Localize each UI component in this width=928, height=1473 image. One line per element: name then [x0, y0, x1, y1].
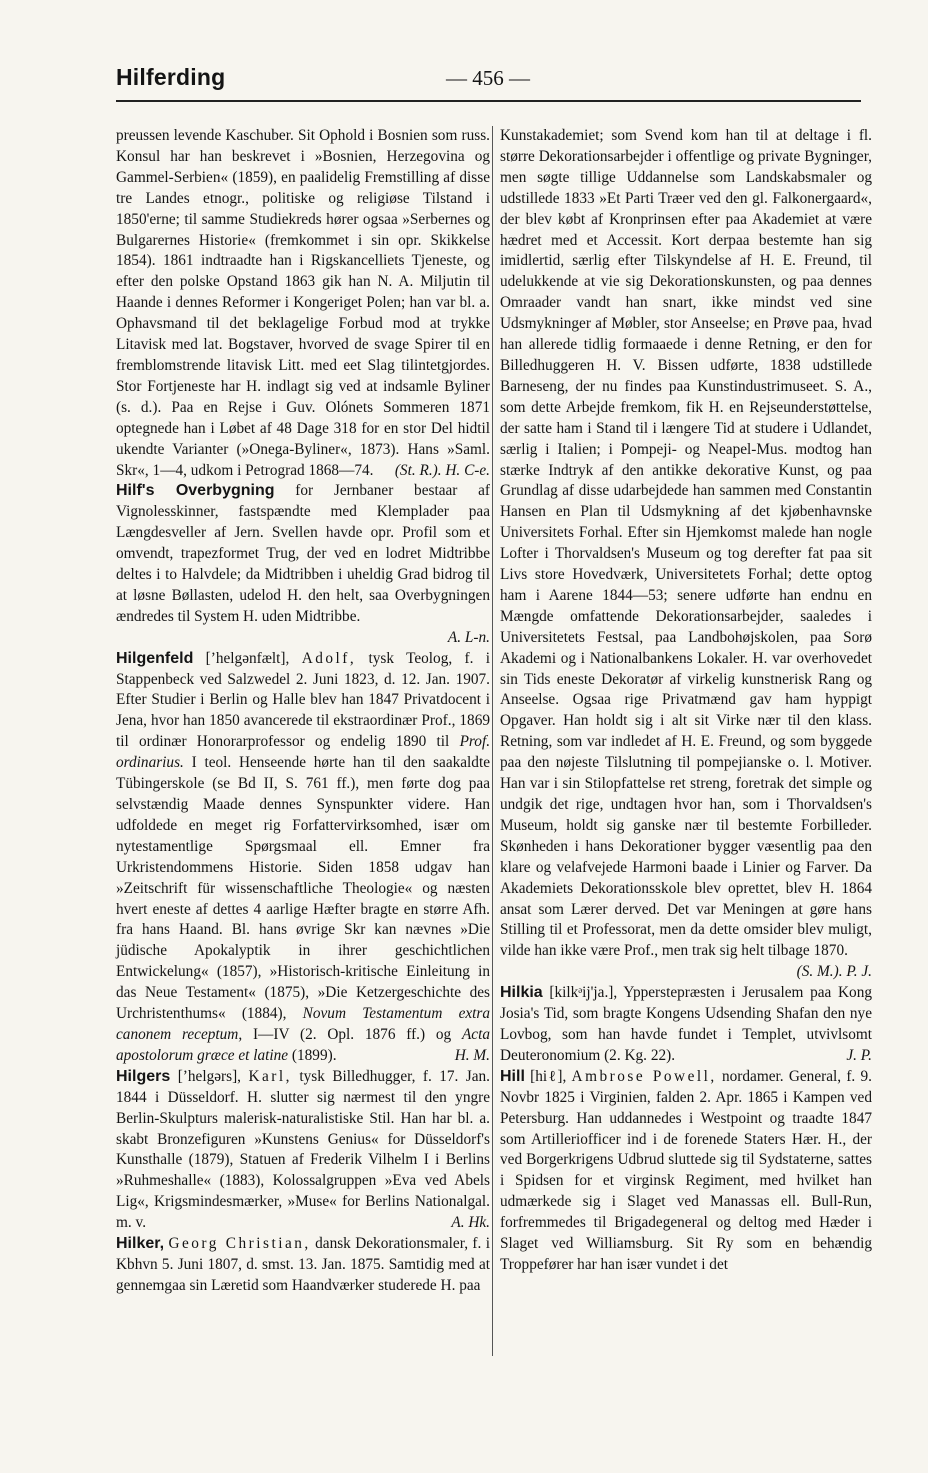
entry-text: for Jernbaner bestaar af Vignolesskinner, fastspændte med Klemplader paa Længdesveller af Jern. Svellen havde opr. Profil som et omvendt, trapezformet Trug, der ved en lodret Midtribbe deltes i to Halvdele; da Midtribben i uheldig Grad bidrog til at løsne Bøllasten, udelod H. den helt, saa Overbygningen ændredes til System H. uden Midtribbe. — [116, 482, 490, 625]
author-signature: J. P. — [846, 1046, 872, 1064]
entry-text: tysk Billedhugger, f. 17. Jan. 1844 i Düsseldorf. H. slutter sig nærmest til den yngre Berlin-Skulpturs malerisk-naturalistiske Stil. Han har bl. a. skabt Bronzefiguren »Kunstens Genius« for Düsseldorf's Kunsthalle (1879), Statuen af Frederik Vilhelm I i Berlins »Ruhmeshalle« (1883), Kolossalgruppen »Eva ved Abels Lig«, Krigsmindesmærker, »Muse« for Berlins Nationalgal. m. v. — [116, 1067, 491, 1232]
left-column — [116, 126, 490, 1297]
author-signature: H. M. — [454, 1046, 490, 1064]
entry-headword: Hilgenfeld — [116, 649, 194, 667]
running-headword: Hilferding — [116, 64, 226, 90]
pronunciation: [hiℓ], — [530, 1067, 567, 1085]
person-name: Karl, — [248, 1067, 292, 1085]
right-column — [500, 126, 872, 1276]
running-head — [116, 64, 861, 98]
pronunciation: [ʼhelgərs], — [177, 1067, 241, 1085]
author-signature: A. Hk. — [451, 1214, 490, 1232]
page-number: — 456 — — [446, 66, 530, 90]
entry-text: nordamer. General, f. 9. Novbr 1825 i Virginien, falden 2. Apr. 1865 i Kampen ved Petersburg. Han uddannedes i Westpoint og traadte 1847 som Artilleriofficer ind i de forenede Staters Hær. H., der ved Borgerkrigens Udbrud sluttede sig til Sydstaterne, sattes i Spidsen for et virginsk Regiment, med hvilket han udmærkede sig i Slaget ved Manassas ell. Bull-Run, forfremmedes til Brigadegeneral og deltog med Hæder i Slaget ved Williamsburg. Sit Ry som en behændig Troppefører har han især vundet i det — [500, 1067, 872, 1273]
entry-text: I teol. Henseende hørte han til den saakaldte Tübingerskole (se Bd II, S. 761 ff.), men førte dog paa selvstændig Maade dennes Synspunkter videre. Han udfoldede en meget rig Forfattervirksomhed, især om nytestamentlige Spørgsmaal ell. Emner fra Urkristendommens Historie. Siden 1858 udgav han »Zeitschrift für wissenschaftliche Theologie« og næsten hvert eneste af dettes 4 aarlige Hæfter bragte en større Afh. fra hans Haand. Bl. hans øvrige Skr kan nævnes »Die jüdische Apokalyptik in ihrer geschichtlichen Entwickelung« (1857), »Historisch-kritische Einleitung in das Neue Testament« (1875), »Die Ketzergeschichte des Urchristenthums« (1884), — [116, 754, 490, 1023]
entry-hilker-continued — [500, 126, 872, 981]
entry-text: Ypperstepræsten i Jerusalem paa Kong Josia's Tid, som bragte Kongens Udsending Shafan den nye Lovbog, som han havde fundet i Templet, utvivlsomt Deuteronomium (2. Kg. 22). — [500, 984, 872, 1064]
entry-italic: Acta apostolorum græce et latine — [116, 1025, 490, 1064]
entry-italic: Novum Testamentum extra canonem receptum, — [116, 1005, 491, 1043]
author-signature: (S. M.). P. J. — [796, 963, 872, 981]
entry-headword: Hilf's Overbygning — [116, 482, 275, 500]
person-name: Ambrose Powell, — [571, 1067, 717, 1085]
author-signature: A. L-n. — [447, 628, 490, 646]
person-name: Georg Christian, — [168, 1235, 311, 1253]
entry-continuation — [116, 126, 490, 481]
entry-italic: Prof. ordinarius. — [116, 733, 491, 772]
entry-text: preussen levende Kaschuber. Sit Ophold i Bosnien som russ. Konsul har han beskrevet i »Bosnien, Herzegovina og Gammel-Serbien« (1859), en paalidelig Fremstilling af disse tre Landes etnogr., politiske og religiøse Tilstand i 1850'erne; til samme Studiekreds hører ogsaa »Serbernes og Bulgarernes Historie« (fremkommet i sin opr. Skikkelse 1854). 1861 indtraadte han i Rigskancelliets Tjeneste, og efter den polske Opstand 1863 gik han N. A. Miljutin til Haande i dennes Reformer i Kongeriget Polen; han var bl. a. Ophavsmand til det beklagelige Forbud mod at trykke Litavisk med lat. Bogstaver, hvorved de svage Spirer til en fremblomstrende litavisk Litt. med eet Slag tilintetgjordes. Stor Fortjeneste har H. indlagt sig ved at indsamle Byliner (s. d.). Paa en Rejse i Guv. Olónets Sommeren 1871 optegnede han i Løbet af 48 Dage 318 for en stor Del hidtil ukendte Varianter (»Onega-Byliner«, 1873). Hans »Saml. Skr«, 1—4, udkom i Petrograd 1868—74. — [116, 127, 490, 479]
entry-text: Kunstakademiet; som Svend kom han til at deltage i fl. større Dekorationsarbejder i offentlige og private Bygninger, men søgte tillige Uddannelse som Landskabsmaler og udstillede 1833 »Et Parti Træer ved den gl. Falkonergaard«, der blev købt af Kronprinsen efter paa Akademiet at være hædret med et Accessit. Kort derpaa bestemte han sig imidlertid, særlig efter Tilskyndelse af H. E. Freund, til udelukkende at vie sig Dekorationskunsten, og paa dennes Omraader vandt han snart, ikke mindst ved sine Udsmykninger af Møbler, stor Anseelse; en Prøve paa, hvad han allerede tidlig formaaede i denne Retning, er den for Billedhuggeren H. V. Bissen udførte, 1838 udstillede Barneseng, der nu findes paa Kunstindustrimuseet. S. A., som dette Arbejde fremkom, fik H. en Rejseunderstøttelse, der satte ham i Stand til i længere Tid at studere i Udlandet, særlig i Italien; i Pompeji- og Neapel-Mus. modtog han stærke Indtryk af den antikke dekorative Kunst, og paa Grundlag af disse udarbejdede han sammen med Constantin Hansen en Plan til Udsmykning af det kjøbenhavnske Universitets Forhal. Efter sin Hjemkomst malede han nogle Lofter i Thorvaldsen's Museum og tog derefter fat paa sit Livs store Hovedværk, Universitetets Forhal; dette optog ham i Aarene 1844—53; senere udførte han endnu en Mængde omfattende Dekorationsarbejder, saaledes i Universitetets Festsal, paa Landbohøjskolen, paa Sorø Akademi og i Nationalbankens Lokaler. H. var overhovedet sin Tids eneste Dekoratør af virkelig kunstnerisk Rang og Anseelse. Ogsaa rige Privatmænd gav ham hyppigt Opgaver. Han holdt sig i alt sit Virke nær til den klass. Retning, som var indledet af H. E. Freund, og som byggede paa den nøjeste Tilslutning til pompejianske o. l. Motiver. Han var i sin Stilopfattelse ret streng, foretrak det simple og undgik det rige, undtagen hvor han, som i Thorvaldsen's Museum, holdt sig ganske nær til bestemte Forbilleder. Skønheden i hans Dekorationer bygger væsentlig paa den klare og velafvejede Harmoni baade i Linier og Farver. Da Akademiets Dekorationsskole blev oprettet, blev H. 1864 ansat som Lærer derved. Det var Meningen at gøre hans Stilling til et Professorat, men da dette omsider blev muligt, vilde han ikke være Prof., men trak sig helt tilbage 1870. — [500, 127, 872, 960]
entry-hilgers — [116, 1067, 490, 1234]
entry-text: I—IV (2. Opl. 1876 ff.) og — [252, 1025, 452, 1043]
entry-headword: Hilgers — [116, 1067, 171, 1085]
column-divider — [492, 126, 493, 1356]
entry-headword: Hilker, — [116, 1235, 165, 1253]
pronunciation: [ʼhelgənfælt], — [205, 649, 290, 667]
author-signature: (St. R.). H. C-e. — [394, 461, 490, 479]
entry-text: dansk Dekorationsmaler, f. i Kbhvn 5. Juni 1807, d. smst. 13. Jan. 1875. Samtidig med at gennemgaa sin Læretid som Haandværker studerede H. paa — [116, 1235, 490, 1294]
person-name: Adolf, — [301, 649, 357, 667]
header-rule — [116, 100, 861, 102]
entry-text: tysk Teolog, f. i Stappenbeck ved Salzwedel 2. Juni 1823, d. 12. Jan. 1907. Efter Studier i Berlin og Halle blev han 1847 Privatdocent i Jena, hvor han 1850 avancerede til ekstraordinær Prof., 1869 til ordinær Honorarprofessor og endelig 1890 til — [116, 649, 490, 751]
entry-hilker — [116, 1234, 490, 1297]
entry-hilkia — [500, 983, 872, 1067]
entry-hilfs-overbygning — [116, 481, 490, 648]
entry-text: (1899). — [291, 1046, 337, 1064]
entry-headword: Hilkia — [500, 984, 543, 1002]
pronunciation: [kilkᵊij'ja.], — [549, 984, 618, 1002]
entry-headword: Hill — [500, 1067, 525, 1085]
entry-hilgenfeld — [116, 649, 490, 1067]
entry-hill — [500, 1067, 872, 1276]
